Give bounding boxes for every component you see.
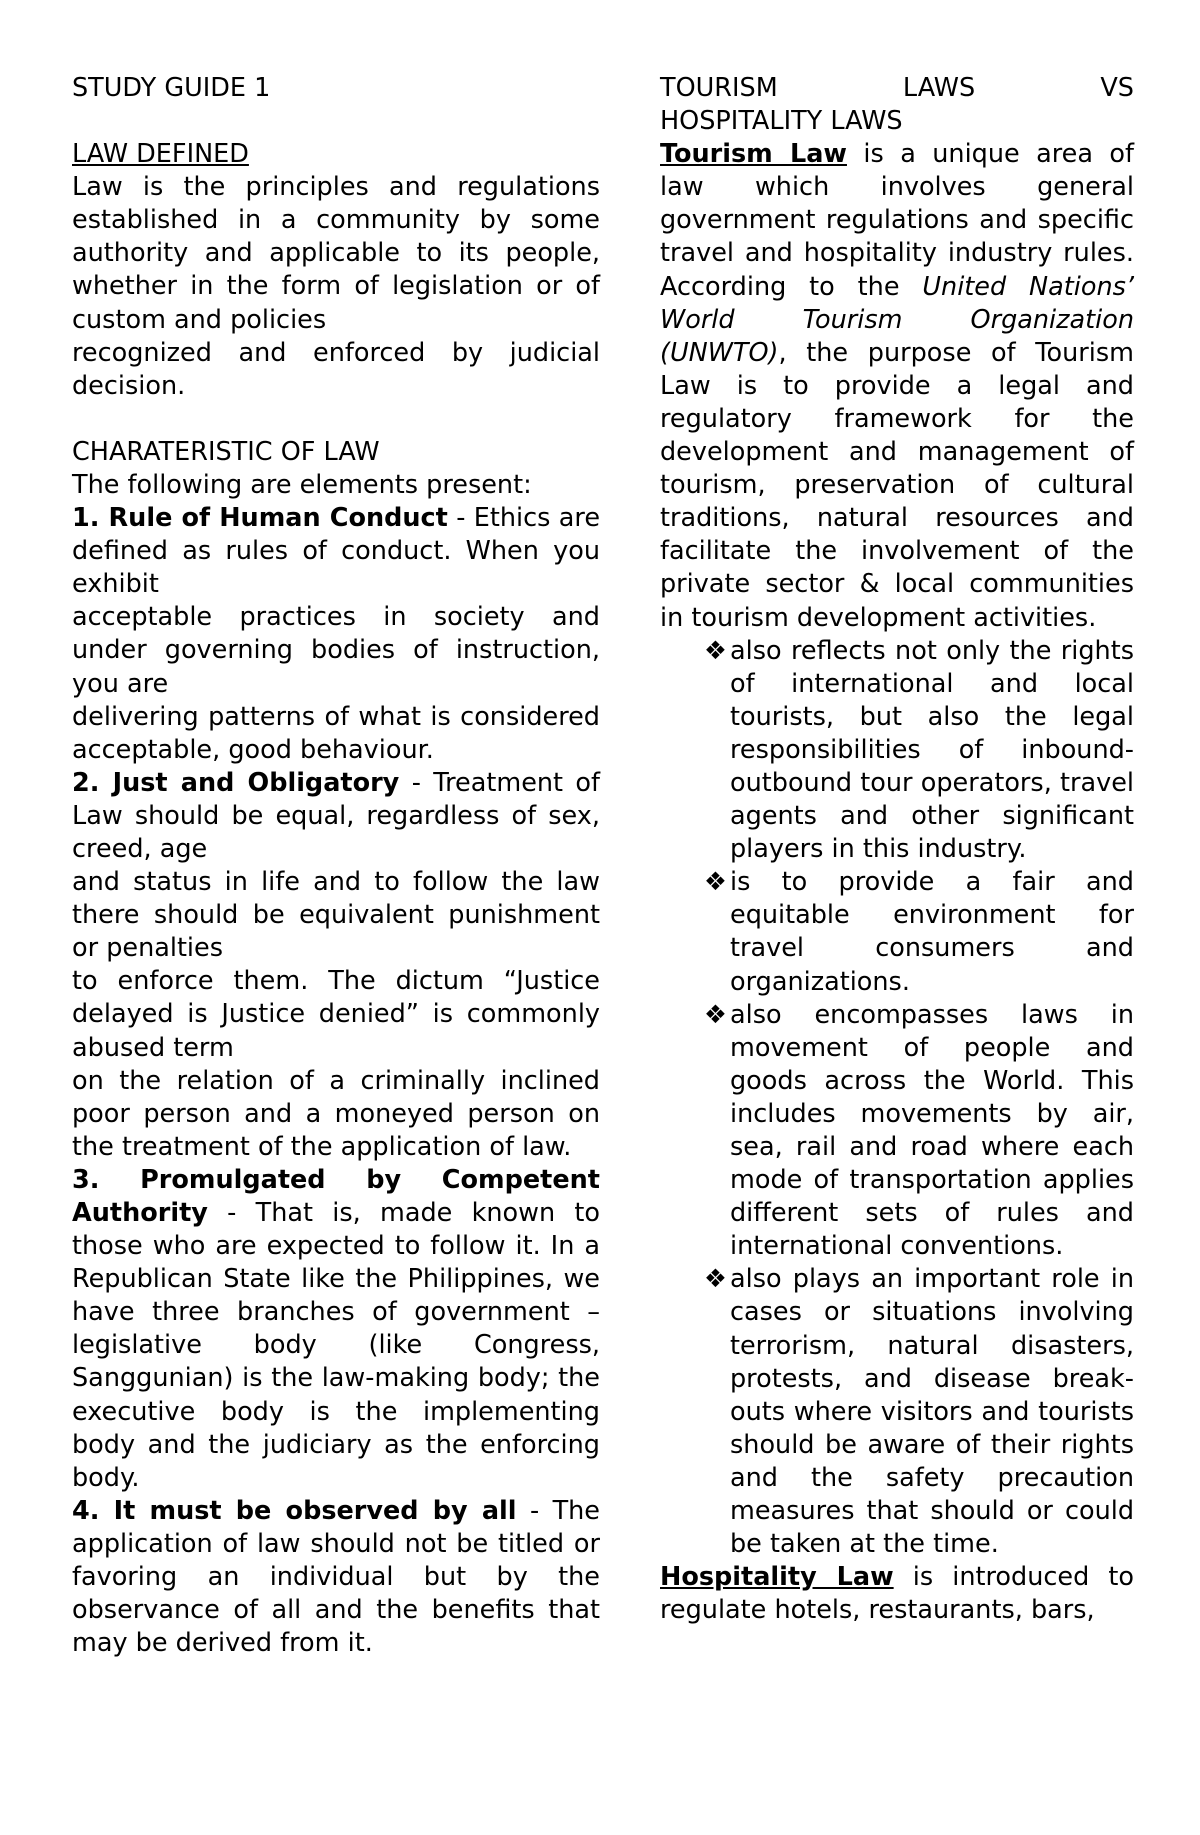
bullet-text: also reflects not only the rights of international and local tourists, but also the legal responsibilities of inbound-outbound tour operators, travel agents and other significant players in this industry. bbox=[730, 635, 1134, 865]
bullet-text: also encompasses laws in movement of people and goods across the World. This includes movements by air, sea, rail and road where each mode of transportation applies different sets of rules and international conventions. bbox=[730, 999, 1134, 1262]
item-1-text: - Ethics are defined as rules of conduct. When you exhibit bbox=[72, 503, 601, 600]
law-defined-paragraph-1: Law is the principles and regulations established in a community by some authority and applicable to its people, whether in the form of legislation or of custom and policies bbox=[72, 172, 600, 335]
hospitality-law-term: Hospitality Law bbox=[660, 1562, 894, 1593]
bullet-item bbox=[660, 1263, 1134, 1561]
characteristics-intro: The following are elements present: bbox=[72, 469, 532, 500]
item-2-paragraph-3: to enforce them. The dictum “Justice delayed is Justice denied” is commonly abused term bbox=[72, 966, 600, 1063]
item-1-paragraph-3: delivering patterns of what is considered acceptable, good behaviour. bbox=[72, 701, 600, 765]
study-guide-title: STUDY GUIDE 1 bbox=[72, 73, 271, 103]
item-2-paragraph-2: and status in life and to follow the law there should be equivalent punishment or penalties bbox=[72, 867, 600, 964]
item-2-paragraph-4: on the relation of a criminally inclined poor person and a moneyed person on the treatment of the application of law. bbox=[72, 1065, 600, 1162]
characteristics-heading: CHARATERISTIC OF LAW bbox=[72, 436, 380, 467]
tourism-law-text-1: is a unique area of law which involves general government regulations and specific travel and hospitality industry rules. According to the bbox=[660, 139, 1134, 302]
tourism-law-term: Tourism Law bbox=[660, 139, 847, 170]
left-column bbox=[72, 72, 600, 1660]
item-1 bbox=[72, 502, 600, 601]
tourism-law-text-2: , the purpose of Tourism Law is to provide a legal and regulatory framework for the development and management of tourism, preservation of cultural traditions, natural resources and facilitate the involvement of the private sector & local communities in tourism development activities. bbox=[660, 337, 1134, 633]
law-defined-paragraph-2: recognized and enforced by judicial decision. bbox=[72, 337, 600, 401]
right-column bbox=[660, 72, 1134, 1627]
comparison-heading-line-2: HOSPITALITY LAWS bbox=[660, 106, 903, 137]
diamond-bullet-icon: ❖ bbox=[704, 867, 727, 898]
diamond-bullet-icon: ❖ bbox=[704, 1264, 727, 1295]
item-2-title: 2. Just and Obligatory bbox=[72, 767, 400, 798]
bullet-text: also plays an important role in cases or situations involving terrorism, natural disasters, protests, and disease break-outs where visitors and tourists should be aware of their rights and the safety precaution measures that should or could be taken at the time. bbox=[730, 1264, 1134, 1560]
bullet-item bbox=[660, 866, 1134, 998]
item-1-title: 1. Rule of Human Conduct bbox=[72, 503, 448, 534]
item-1-paragraph-2: acceptable practices in society and under governing bodies of instruction, you are bbox=[72, 602, 600, 699]
hospitality-law-text: is introduced to regulate hotels, restaurants, bars, bbox=[660, 1562, 1134, 1626]
diamond-bullet-icon: ❖ bbox=[704, 635, 727, 666]
item-3-text: - That is, made known to those who are expected to follow it. In a Republican State like the Philippines, we have three branches of government – legislative body (like Congress, Sanggunian) is the law-making body; the executive body is the implementing body and the judiciary as the enforcing body. bbox=[72, 1198, 600, 1493]
tourism-law-paragraph bbox=[660, 138, 1134, 634]
item-4-title: 4. It must be observed by all bbox=[72, 1495, 517, 1526]
unwto-name: United Nations’ World Tourism Organization (UNWTO) bbox=[660, 271, 1134, 368]
item-4-text: - The application of law should not be titled or favoring an individual but by the observance of all and the benefits that may be derived from it. bbox=[72, 1495, 600, 1659]
item-2-text: - Treatment of Law should be equal, regardless of sex, creed, age bbox=[72, 767, 600, 864]
item-3-title: 3. Promulgated by Competent Authority bbox=[72, 1164, 600, 1228]
hospitality-law-paragraph bbox=[660, 1561, 1134, 1627]
law-defined-heading: LAW DEFINED bbox=[72, 139, 249, 170]
item-3 bbox=[72, 1164, 600, 1495]
bullet-item bbox=[660, 635, 1134, 867]
comparison-heading-line-1: TOURISM LAWS VS bbox=[660, 73, 1134, 103]
item-4 bbox=[72, 1495, 600, 1660]
bullet-text: is to provide a fair and equitable environment for travel consumers and organizations. bbox=[730, 867, 1134, 997]
bullet-item bbox=[660, 999, 1134, 1264]
diamond-bullet-icon: ❖ bbox=[704, 999, 727, 1030]
item-2 bbox=[72, 767, 600, 866]
